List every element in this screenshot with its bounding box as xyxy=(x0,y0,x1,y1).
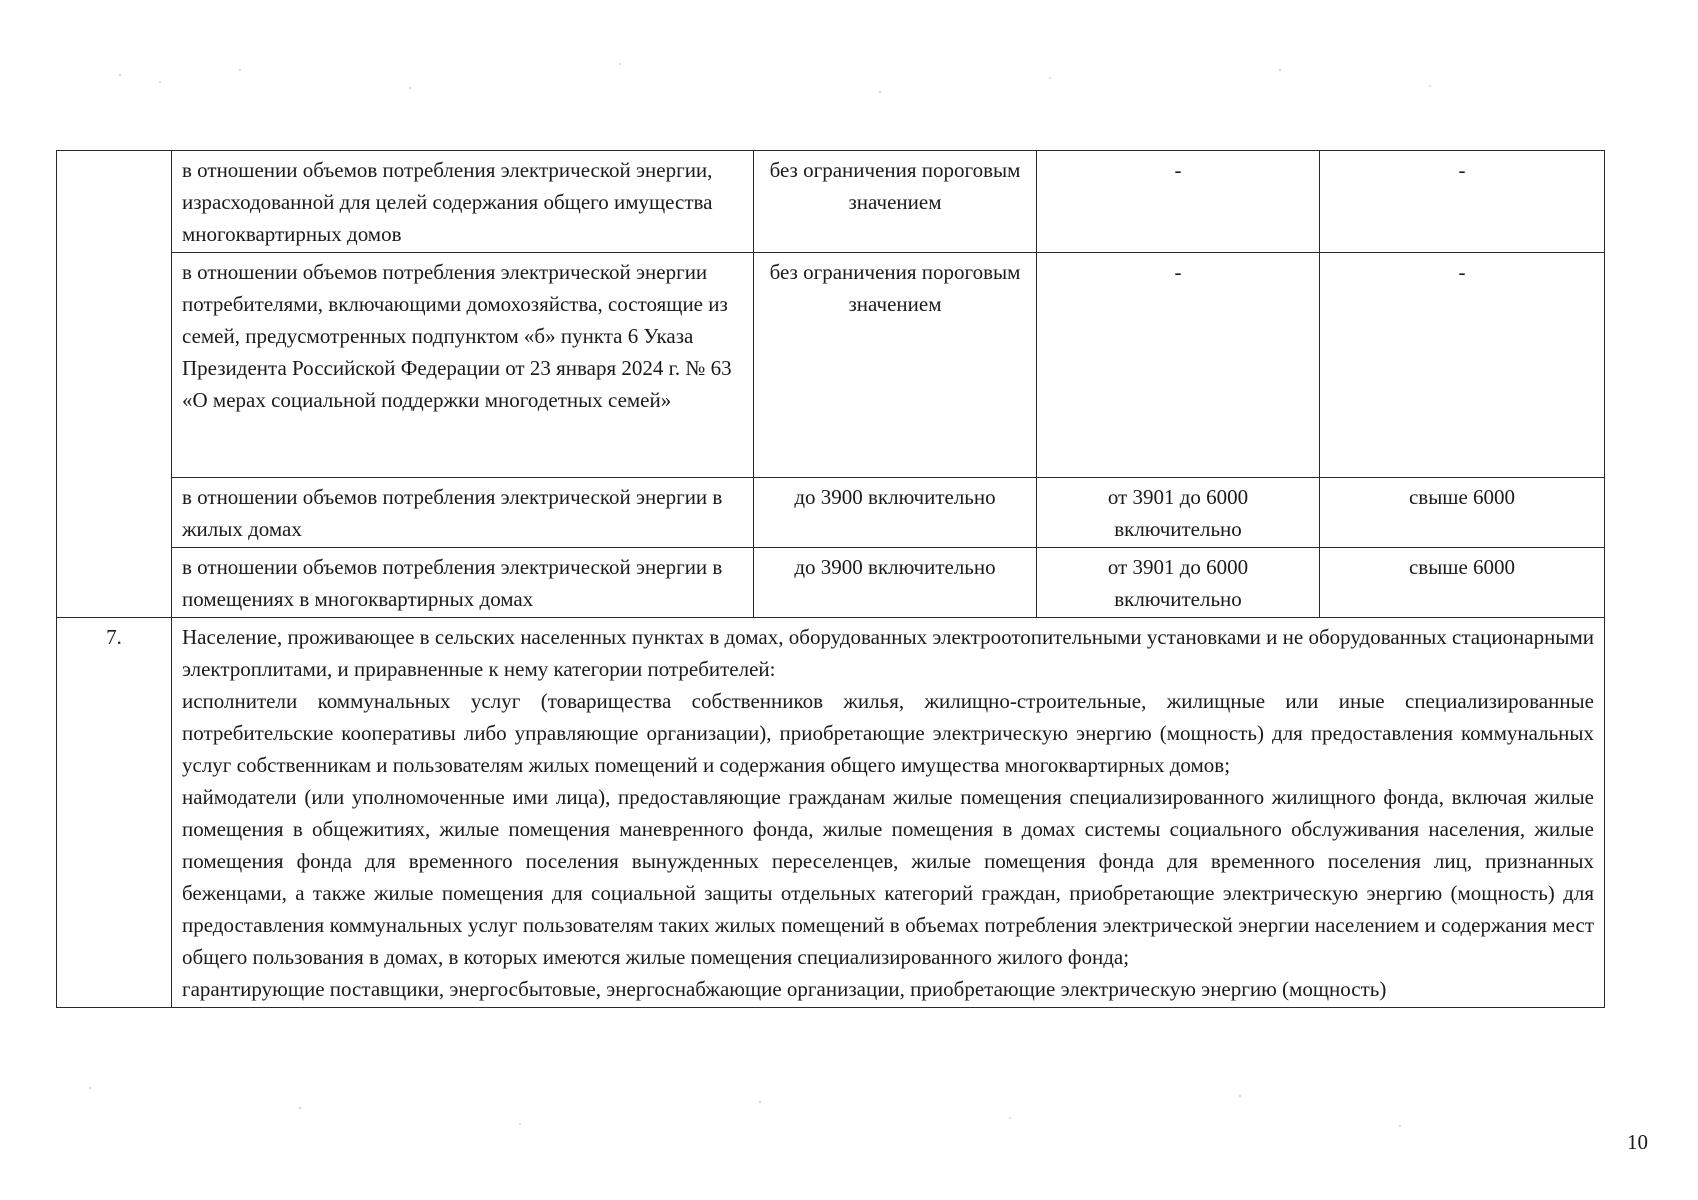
table-row-item-7 xyxy=(57,618,1605,1008)
item-7-text xyxy=(172,618,1605,1008)
row-description: в отношении объемов потребления электрической энергии, израсходованной для целей содержания общего имущества многоквартирных домов xyxy=(172,151,754,253)
number-cell-empty xyxy=(57,151,172,618)
row-description: в отношении объемов потребления электрической энергии в помещениях в многоквартирных домах xyxy=(172,548,754,618)
threshold-range-1: без ограничения пороговым значением xyxy=(754,253,1037,478)
threshold-range-3: - xyxy=(1320,253,1605,478)
row-description: в отношении объемов потребления электрической энергии в жилых домах xyxy=(172,478,754,548)
item-number: 7. xyxy=(57,618,172,1008)
threshold-range-3: свыше 6000 xyxy=(1320,548,1605,618)
threshold-range-2: - xyxy=(1037,253,1320,478)
table-row xyxy=(57,548,1605,618)
page-number: 10 xyxy=(1627,1130,1648,1154)
table-row xyxy=(57,151,1605,253)
paragraph: исполнители коммунальных услуг (товарищества собственников жилья, жилищно-строительные, жилищные или иные специализированные потребительские кооперативы либо управляющие организации), приобретающие электрическую энергию (мощность) для предоставления коммунальных услуг собственникам и пользователям жилых помещений и содержания общего имущества многоквартирных домов; xyxy=(182,689,1594,777)
threshold-range-2: от 3901 до 6000 включительно xyxy=(1037,548,1320,618)
threshold-range-3: - xyxy=(1320,151,1605,253)
table-row xyxy=(57,253,1605,478)
threshold-range-2: - xyxy=(1037,151,1320,253)
threshold-range-1: без ограничения пороговым значением xyxy=(754,151,1037,253)
paragraph: наймодатели (или уполномоченные ими лица), предоставляющие гражданам жилые помещения специализированного жилищного фонда, включая жилые помещения в общежитиях, жилые помещения маневренного фонда, жилые помещения в домах системы социального обслуживания населения, жилые помещения фонда для временного поселения вынужденных переселенцев, жилые помещения фонда для временного поселения лиц, признанных беженцами, а также жилые помещения для социальной защиты отдельных категорий граждан, приобретающие электрическую энергию (мощность) для предоставления коммунальных услуг пользователям таких жилых помещений в объемах потребления электрической энергии населением и содержания мест общего пользования в домах, в которых имеются жилые помещения специализированного жилого фонда; xyxy=(182,785,1594,969)
threshold-range-1: до 3900 включительно xyxy=(754,548,1037,618)
paragraph: Население, проживающее в сельских населенных пунктах в домах, оборудованных электроотопительными установками и не оборудованных стационарными электроплитами, и приравненные к нему категории потребителей: xyxy=(182,625,1594,681)
threshold-range-3: свыше 6000 xyxy=(1320,478,1605,548)
paragraph: гарантирующие поставщики, энергосбытовые, энергоснабжающие организации, приобретающие электрическую энергию (мощность) xyxy=(182,977,1387,1001)
tariff-table xyxy=(56,150,1605,1008)
threshold-range-2: от 3901 до 6000 включительно xyxy=(1037,478,1320,548)
row-description: в отношении объемов потребления электрической энергии потребителями, включающими домохозяйства, состоящие из семей, предусмотренных подпунктом «б» пункта 6 Указа Президента Российской Федерации от 23 января 2024 г. № 63 «О мерах социальной поддержки многодетных семей» xyxy=(172,253,754,478)
table-row xyxy=(57,478,1605,548)
threshold-range-1: до 3900 включительно xyxy=(754,478,1037,548)
